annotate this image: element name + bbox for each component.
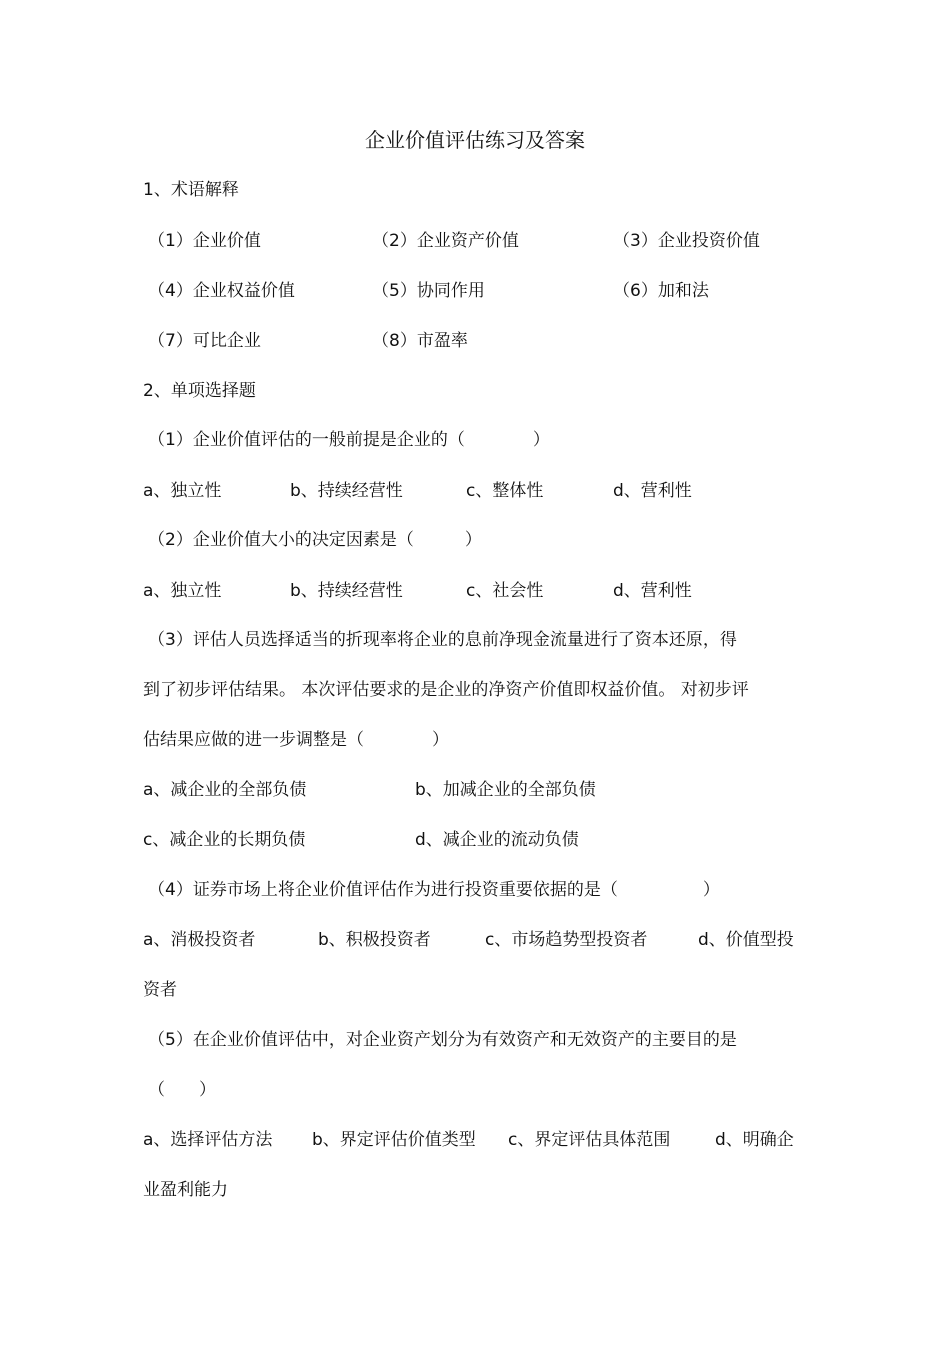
q4-option-c: c、市场趋势型投资者: [485, 930, 648, 950]
q5-option-c: c、界定评估具体范围: [508, 1130, 671, 1150]
q1-option-a: a、独立性: [143, 481, 222, 501]
q5-option-b: b、界定评估价值类型: [312, 1130, 476, 1150]
term-item: （1）企业价值: [148, 231, 261, 251]
term-item: （7）可比企业: [148, 331, 261, 351]
q3-option-a: a、减企业的全部负债: [143, 780, 307, 800]
q5-option-d-continued: 业盈利能力: [143, 1180, 228, 1200]
section-2-heading: 2、单项选择题: [143, 381, 256, 401]
q2-option-c: c、社会性: [466, 581, 544, 601]
question-4-stem: （4）证券市场上将企业价值评估作为进行投资重要依据的是（ ）: [148, 880, 720, 900]
q4-option-a: a、消极投资者: [143, 930, 256, 950]
q4-option-d-continued: 资者: [143, 980, 177, 1000]
question-5-stem-line: （ ）: [148, 1080, 216, 1100]
question-3-stem-line: （3）评估人员选择适当的折现率将企业的息前净现金流量进行了资本还原，得: [148, 630, 737, 650]
term-item: （6）加和法: [613, 281, 709, 301]
q4-option-d: d、价值型投: [698, 930, 794, 950]
q5-option-d: d、明确企: [715, 1130, 794, 1150]
q3-option-b: b、加减企业的全部负债: [415, 780, 596, 800]
q2-option-b: b、持续经营性: [290, 581, 403, 601]
q2-option-a: a、独立性: [143, 581, 222, 601]
q3-option-d: d、减企业的流动负债: [415, 830, 579, 850]
term-item: （3）企业投资价值: [613, 231, 760, 251]
question-5-stem-line: （5）在企业价值评估中，对企业资产划分为有效资产和无效资产的主要目的是: [148, 1030, 737, 1050]
question-3-stem-line: 估结果应做的进一步调整是（ ）: [143, 730, 449, 750]
term-item: （4）企业权益价值: [148, 281, 295, 301]
term-item: （5）协同作用: [372, 281, 485, 301]
question-3-stem-line: 到了初步评估结果。 本次评估要求的是企业的净资产价值即权益价值。 对初步评: [143, 680, 749, 700]
q3-option-c: c、减企业的长期负债: [143, 830, 306, 850]
term-item: （2）企业资产价值: [372, 231, 519, 251]
q1-option-c: c、整体性: [466, 481, 544, 501]
q5-option-a: a、选择评估方法: [143, 1130, 273, 1150]
page-title: 企业价值评估练习及答案: [365, 128, 585, 152]
q4-option-b: b、积极投资者: [318, 930, 431, 950]
term-item: （8）市盈率: [372, 331, 468, 351]
q1-option-d: d、营利性: [613, 481, 692, 501]
section-1-heading: 1、术语解释: [143, 180, 239, 200]
question-1-stem: （1）企业价值评估的一般前提是企业的（ ）: [148, 430, 550, 450]
q2-option-d: d、营利性: [613, 581, 692, 601]
question-2-stem: （2）企业价值大小的决定因素是（ ）: [148, 530, 482, 550]
q1-option-b: b、持续经营性: [290, 481, 403, 501]
